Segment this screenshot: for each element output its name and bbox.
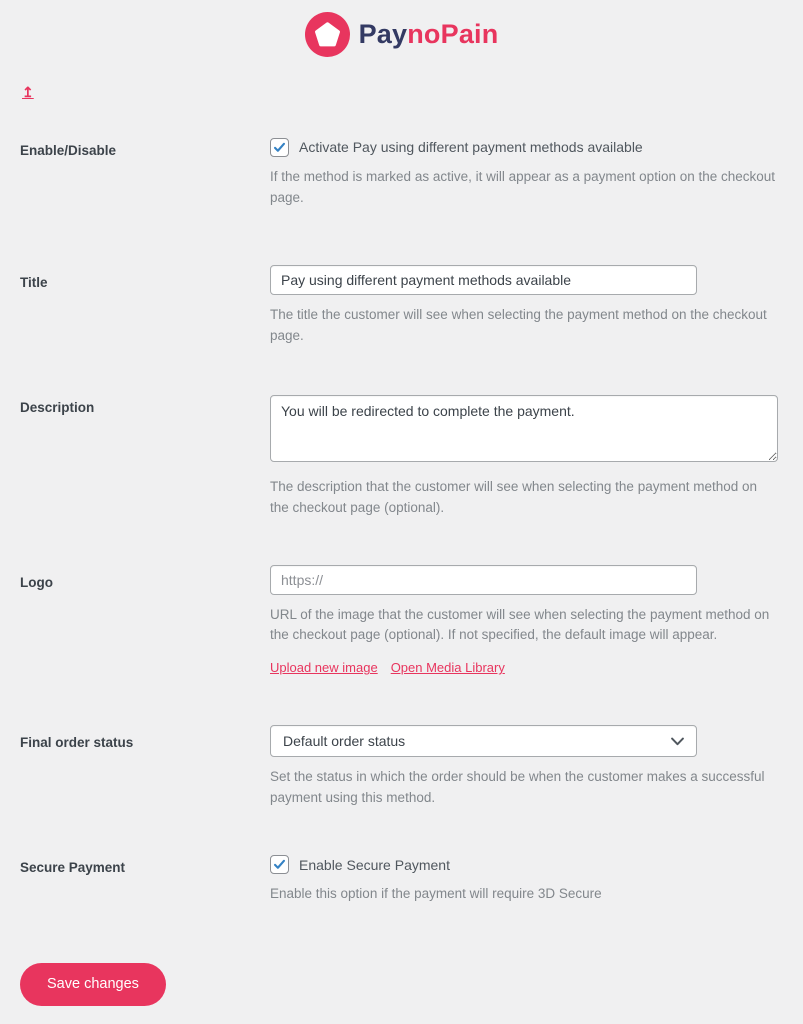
field-row-final-order-status — [20, 725, 783, 809]
chevron-down-icon — [671, 737, 684, 746]
save-row — [20, 963, 783, 1006]
logo-text-nopain: noPain — [407, 18, 499, 49]
gateway-settings-form — [20, 138, 783, 1006]
header — [20, 0, 783, 58]
field-row-description — [20, 395, 783, 519]
logo-url-input[interactable] — [270, 565, 697, 595]
final-order-status-description: Set the status in which the order should be when the customer makes a successful payment using this method. — [270, 769, 765, 806]
logo-text-pay: Pay — [358, 18, 408, 49]
title-input[interactable] — [270, 265, 697, 295]
final-order-status-selected-value: Default order status — [283, 733, 406, 750]
paynopain-logo-text — [358, 18, 499, 49]
up-arrow-link[interactable]: ↥ — [22, 84, 34, 100]
field-row-title — [20, 265, 783, 347]
description-label: Description — [20, 399, 95, 415]
save-changes-button[interactable]: Save changes — [20, 963, 166, 1006]
secure-payment-checkbox-line[interactable] — [270, 855, 782, 874]
field-row-enable-disable — [20, 138, 783, 209]
activate-checkbox-line[interactable] — [270, 138, 782, 157]
secure-payment-description: Enable this option if the payment will require 3D Secure — [270, 886, 602, 902]
enable-disable-label: Enable/Disable — [20, 143, 117, 158]
field-row-logo — [20, 565, 783, 676]
description-description: The description that the customer will see when selecting the payment method on the checkout page (optional). — [270, 478, 758, 515]
secure-payment-checkbox[interactable] — [270, 855, 289, 874]
title-description: The title the customer will see when selecting the payment method on the checkout page. — [270, 306, 767, 343]
final-order-status-label: Final order status — [20, 735, 134, 751]
open-media-library-link[interactable]: Open Media Library — [390, 660, 505, 676]
secure-payment-label: Secure Payment — [20, 860, 126, 876]
top-link-row — [20, 84, 783, 102]
secure-payment-checkbox-label: Enable Secure Payment — [299, 856, 450, 873]
field-row-secure-payment — [20, 855, 783, 905]
final-order-status-select[interactable] — [270, 725, 697, 757]
logo-label: Logo — [20, 574, 53, 590]
activate-checkbox[interactable] — [270, 138, 289, 157]
enable-disable-description: If the method is marked as active, it will appear as a payment option on the checkout page. — [270, 169, 776, 205]
title-label: Title — [20, 274, 48, 290]
paynopain-logo-icon — [305, 12, 350, 57]
description-textarea[interactable] — [270, 395, 778, 462]
activate-checkbox-label: Activate Pay using different payment methods available — [299, 139, 643, 156]
logo-links — [270, 660, 782, 675]
upload-new-image-link[interactable]: Upload new image — [270, 660, 378, 676]
logo-description: URL of the image that the customer will see when selecting the payment method on the checkout page (optional). If not specified, the default image will appear. — [270, 606, 770, 643]
